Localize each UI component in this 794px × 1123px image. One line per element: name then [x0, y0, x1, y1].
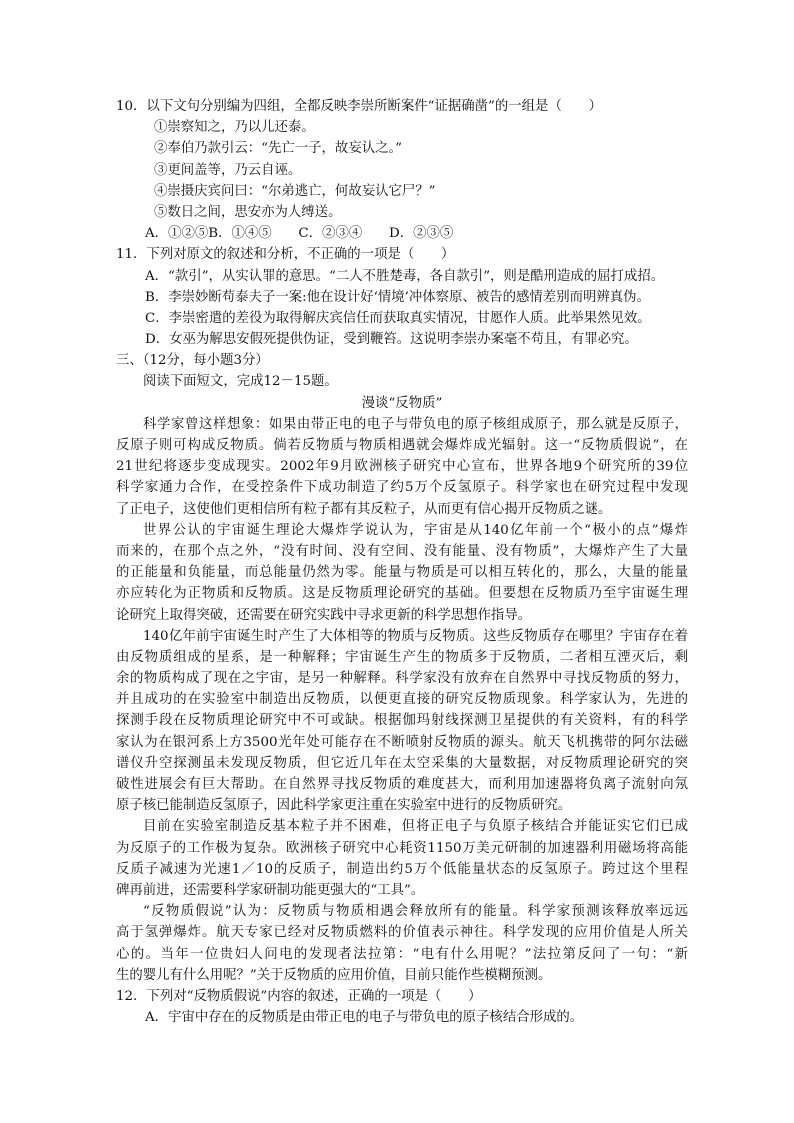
- text-line: 破性进展会有巨大帮助。在自然界寻找反物质的难度甚大，而利用加速器将负离子流射向氖: [116, 777, 688, 792]
- text-line: 论研究上取得突破，还需要在研究实践中寻求更新的科学思想作指导。: [116, 607, 532, 623]
- text-line: 阅读下面短文，完成12－15题。: [143, 374, 338, 390]
- text-line: 家认为在银河系上方3500光年处可能存在不断喷射反物质的源头。航天飞机携带的阿尔法磁: [116, 734, 688, 750]
- option-line: A．“款引”，从实认罪的意思。“二人不胜楚毒，各自款引”，则是酷刑造成的屈打成招。: [145, 268, 665, 284]
- text-line: 21世纪将逐步变成现实。2002年9月欧洲核子研究中心宣布，世界各地9个研究所的39位: [116, 459, 688, 475]
- text-line: 亦应转化为正物质和反物质。这是反物质理论研究的基础。但要想在反物质乃至宇宙诞生理: [116, 586, 688, 602]
- question-line: 10．以下文句分别编为四组，全都反映李崇所断案件“证据确凿”的一组是（ ）: [116, 99, 603, 114]
- question-line: 12．下列对“反物质假说”内容的叙述，正确的一项是（ ）: [116, 988, 482, 1004]
- passage-title: 漫谈“反物质”: [361, 395, 443, 411]
- question-line: 三、（12分，每小题3分）: [116, 353, 269, 369]
- text-line: 了正电子，这使他们更相信所有粒子都有其反粒子，从而更有信心揭开反物质之谜。: [116, 501, 612, 517]
- text-line: 原子核已能制造反氢原子，因此科学家更注重在实验室中进行的反物质研究。: [116, 798, 572, 814]
- text-line: ④崇摄庆宾问曰：“尔弟逃亡，何故妄认它尸？”: [154, 183, 436, 199]
- text-line: 的正能量和负能量，而总能量仍然为零。能量与物质是可以相互转化的，那么，大量的能量: [116, 565, 688, 581]
- text-line: 谱仪升空探测虽未发现反物质，但它近几年在太空采集的大量数据，对反物质理论研究的突: [116, 755, 688, 771]
- document-body: [116, 96, 688, 1028]
- text-line: 140亿年前宇宙诞生时产生了大体相等的物质与反物质。这些反物质存在哪里？宇宙存在着: [143, 628, 688, 644]
- option-line: B．李崇妙断苟泰夫子一案:他在设计好‘情境’冲体察原、被告的感情差别而明辨真伪。: [145, 289, 650, 305]
- text-line: 反原子则可构成反物质。倘若反物质与物质相遇就会爆炸成光辐射。这一“反物质假说”，在: [116, 438, 688, 453]
- text-line: 探测手段在反物质理论研究中不可或缺。根据伽玛射线探测卫星提供的有关资料，有的科学: [116, 713, 688, 729]
- text-line: 反质子减速为光速1／10的反质子，制造出约5万个低能量状态的反氢原子。跨过这个里程: [116, 861, 688, 877]
- text-line: ①崇察知之，乃以儿还泰。: [154, 120, 315, 136]
- text-line: 碑再前进，还需要科学家研制功能更强大的“工具”。: [116, 882, 425, 898]
- text-line: 高于氢弹爆炸。航天专家已经对反物质燃料的价值表示神往。科学发现的应用价值是人所关: [116, 925, 688, 941]
- option-line: A．①②⑤B．①④⑤ C．②③④ D．②③⑤: [145, 226, 454, 242]
- text-line: 科学家通力合作，在受控条件下成功制造了约5万个反氢原子。科学家也在研究过程中发现: [116, 480, 688, 496]
- option-line: A．宇宙中存在的反物质是由带正电的电子与带负电的原子核结合形成的。: [145, 1010, 584, 1026]
- text-line: 心的。当年一位贵妇人问电的发现者法拉第：“电有什么用呢？”法拉第反问了一句：“新: [116, 946, 688, 962]
- text-line: ③更间盖等，乃云自诬。: [154, 162, 302, 178]
- text-line: ②奉伯乃款引云：“先亡一子，故妄认之。”: [154, 141, 403, 157]
- option-line: C．李崇密遣的差役为取得解庆宾信任而获取真实情况，甘愿作人质。此举果然见效。: [145, 310, 651, 326]
- text-line: 目前在实验室制造反基本粒子并不困难，但将正电子与负原子核结合并能证实它们已成: [143, 819, 688, 835]
- text-line: 为反原子的工作极为复杂。欧洲核子研究中心耗资1150万美元研制的加速器利用磁场将高能: [116, 840, 688, 856]
- text-line: 并且成功的在实验室中制造出反物质，以便更直接的研究反物质现象。科学家认为，先进的: [116, 692, 688, 708]
- text-line: “反物质假说”认为：反物质与物质相遇会释放所有的能量。科学家预测该释放率远远: [143, 904, 688, 920]
- option-line: D．女巫为解思安假死提供伪证，受到鞭笞。这说明李崇办案毫不苟且，有罪必究。: [145, 332, 638, 348]
- text-line: 世界公认的宇宙诞生理论大爆炸学说认为，宇宙是从140亿年前一个“极小的点”爆炸: [143, 522, 688, 538]
- question-line: 11．下列对原文的叙述和分析，不正确的一项是（ ）: [116, 247, 455, 263]
- text-line: 余的物质构成了现在之宇宙，是另一种解释。科学家没有放弃在自然界中寻找反物质的努力，: [116, 671, 688, 687]
- text-line: ⑤数日之间，思安亦为人缚送。: [154, 204, 342, 220]
- text-line: 生的婴儿有什么用呢？”关于反物质的应用价值，目前只能作些模糊预测。: [116, 967, 552, 983]
- text-line: 由反物质组成的星系，是一种解释；宇宙诞生产生的物质多于反物质，二者相互湮灭后，剩: [116, 649, 688, 665]
- text-line: 而来的，在那个点之外，“没有时间、没有空间、没有能量、没有物质”，大爆炸产生了大量: [116, 543, 688, 559]
- text-line: 科学家曾这样想象：如果由带正电的电子与带负电的原子核组成原子，那么就是反原子，: [143, 416, 688, 432]
